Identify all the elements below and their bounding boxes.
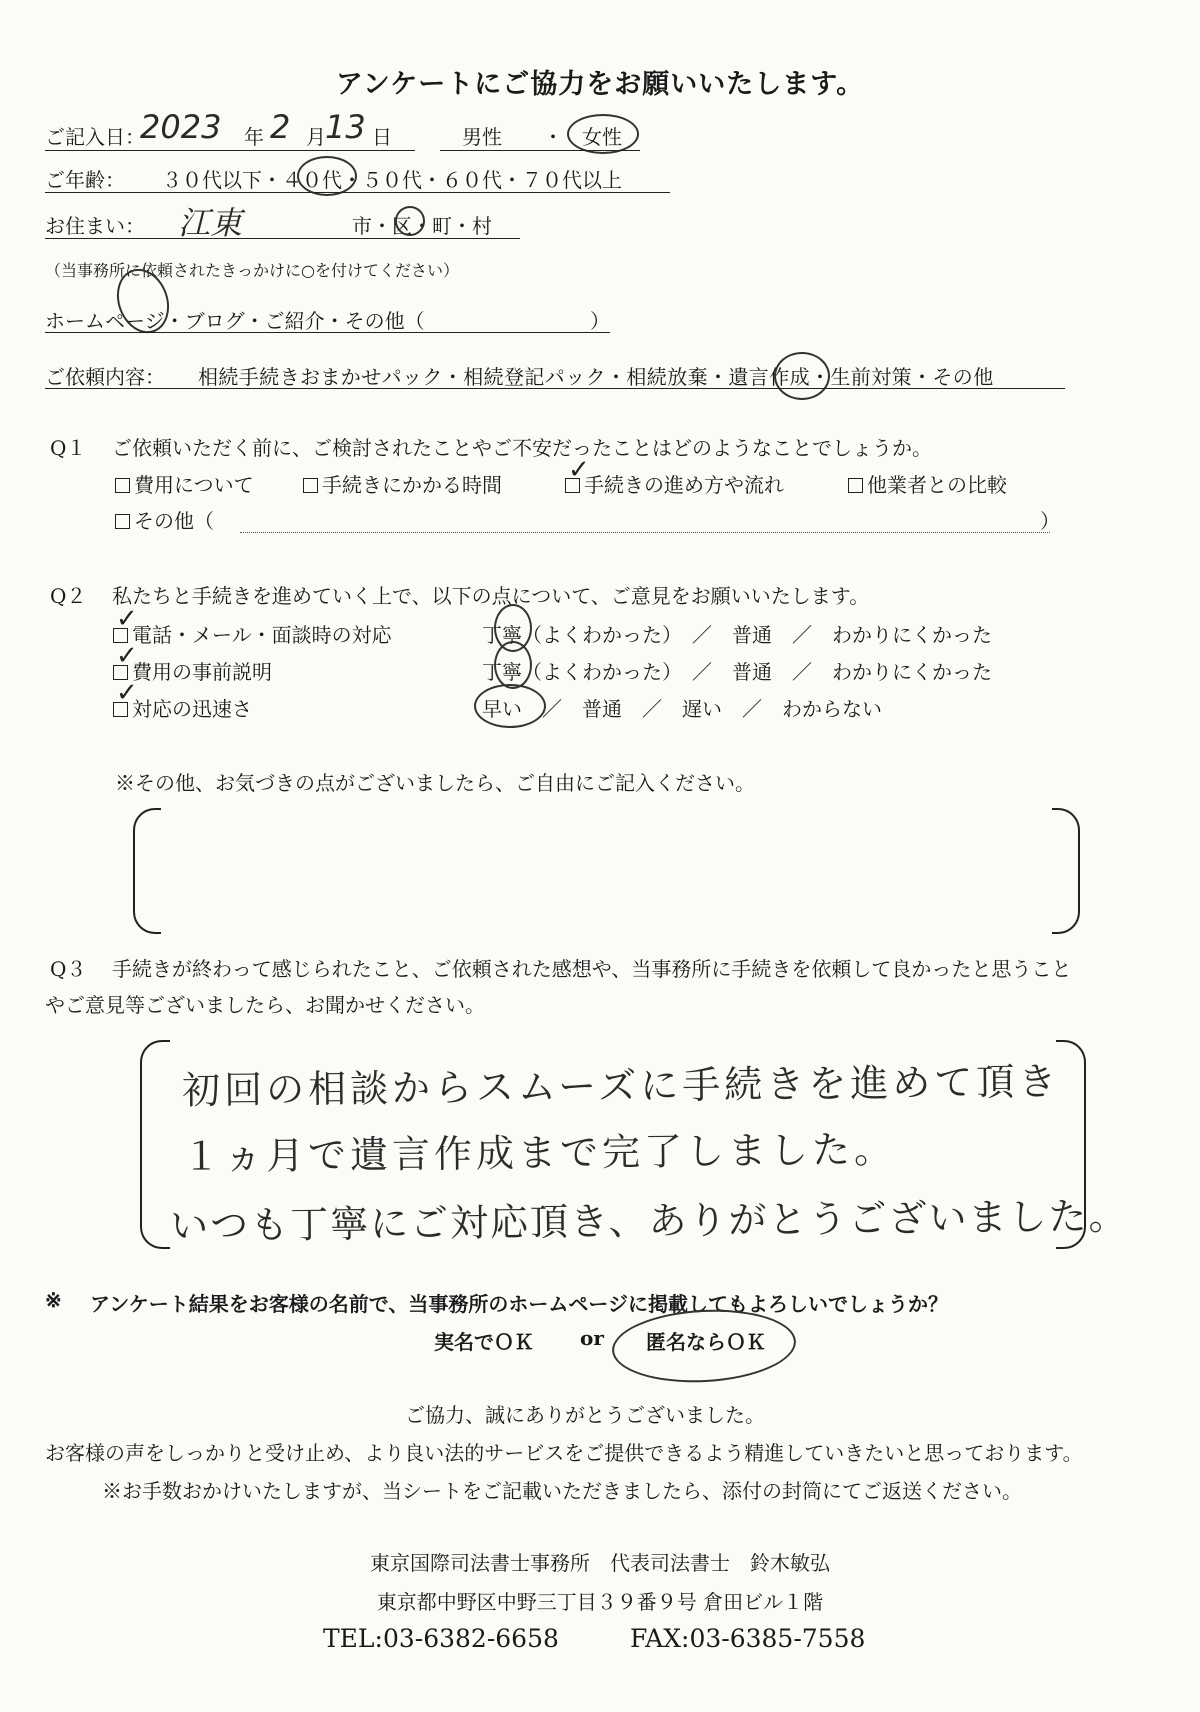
request-options: 相続手続きおまかせパック・相続登記パック・相続放棄・遺言作成・生前対策・その他	[198, 365, 994, 389]
gender-female: 女性	[582, 125, 622, 149]
date-day-value: 13	[325, 108, 366, 146]
q1-label: Q１	[50, 436, 87, 460]
trigger-underline	[45, 332, 610, 333]
checkmark-icon: ✓	[568, 455, 590, 485]
office-tel: TEL:03-6382-6658	[323, 1624, 559, 1653]
date-year-value: 2023	[140, 108, 222, 146]
q1-option-compare[interactable]: 他業者との比較	[848, 469, 1007, 498]
date-day-unit: 日	[372, 125, 392, 149]
checkbox-icon	[303, 478, 318, 493]
date-month-unit: 月	[306, 125, 326, 149]
checkbox-icon	[115, 514, 130, 529]
q2-label: Q２	[50, 584, 87, 608]
date-label: ご記入日：	[45, 125, 145, 149]
checkbox-icon	[848, 478, 863, 493]
address-handwritten: 江東	[178, 204, 243, 242]
gender-separator: ・	[543, 125, 563, 149]
publish-mark: ※	[45, 1288, 62, 1312]
q1-option-other[interactable]: その他（	[115, 505, 214, 534]
survey-title: アンケートにご協力をお願いいたします。	[335, 69, 865, 100]
ward-circle	[395, 206, 425, 236]
age-40s-circle	[297, 156, 357, 196]
return-note: ※お手数おかけいたしますが、当シートをご記載いただきましたら、添付の封筒にてご返送ください。	[102, 1479, 1022, 1503]
checkmark-icon: ✓	[116, 604, 138, 634]
q3-label: Q３	[50, 957, 87, 981]
answer-box-left-bracket	[140, 1040, 170, 1249]
request-underline	[45, 388, 1065, 389]
q2-scale-speed: 早い ／ 普通 ／ 遅い ／ わからない	[482, 697, 882, 721]
anonymous-selected-circle	[610, 1305, 798, 1387]
q2-question: 私たちと手続きを進めていく上で、以下の点について、ご意見をお願いいたします。	[112, 584, 870, 608]
publish-question: アンケート結果をお客様の名前で、当事務所のホームページに掲載してもよろしいでしょうか？	[90, 1292, 948, 1316]
publish-option-anonymous[interactable]: 匿名ならＯＫ	[646, 1330, 766, 1354]
answer-line-1: 初回の相談からスムーズに手続きを進めて頂き	[181, 1059, 1061, 1113]
age-label: ご年齢：	[45, 168, 125, 192]
checkmark-icon: ✓	[116, 678, 138, 708]
publish-or: or	[580, 1326, 604, 1350]
date-month-value: 2	[270, 108, 291, 146]
address-units: 市・区・町・村	[352, 214, 492, 238]
q3-question-line2: やご意見等ございましたら、お聞かせください。	[45, 993, 485, 1017]
age-options: ３０代以下・４０代・５０代・６０代・７０代以上	[162, 168, 622, 192]
gender-male: 男性	[462, 125, 502, 149]
age-underline	[45, 192, 670, 193]
address-label: お住まい：	[45, 214, 145, 238]
closing-message: お客様の声をしっかりと受け止め、より良い法的サービスをご提供できるよう精進していきたいと思っております。	[45, 1441, 1083, 1465]
q2-scale-fee: 丁寧（よくわかった） ／ 普通 ／ わかりにくかった	[482, 660, 992, 684]
answer-line-3: いつも丁寧にご対応頂き、ありがとうございました。	[169, 1193, 1129, 1249]
office-address: 東京都中野区中野三丁目３９番９号 倉田ビル１階	[376, 1590, 824, 1614]
trigger-close: ）	[590, 309, 610, 333]
q2-item-fee[interactable]: 費用の事前説明	[113, 656, 272, 685]
q1-question: ご依頼いただく前に、ご検討されたことやご不安だったことはどのようなことでしょうか。	[112, 436, 932, 460]
request-label: ご依頼内容：	[45, 365, 165, 389]
q2-free-prompt: ※その他、お気づきの点がございましたら、ご自由にご記入ください。	[115, 771, 755, 795]
q1-option-process[interactable]: 手続きの進め方や流れ	[565, 469, 784, 498]
fast-circle	[474, 684, 546, 728]
q1-option-time[interactable]: 手続きにかかる時間	[303, 469, 502, 498]
date-year-unit: 年	[244, 125, 264, 149]
address-underline	[45, 238, 520, 239]
q1-other-close: ）	[1040, 509, 1060, 533]
will-creation-circle	[774, 352, 830, 400]
office-name: 東京国際司法書士事務所 代表司法書士 鈴木敏弘	[370, 1551, 830, 1575]
publish-option-real-name[interactable]: 実名でＯＫ	[434, 1330, 534, 1354]
checkmark-icon: ✓	[116, 641, 138, 671]
gender-underline	[440, 150, 640, 151]
q1-option-cost[interactable]: 費用について	[115, 469, 254, 498]
closing-thanks: ご協力、誠にありがとうございました。	[405, 1403, 765, 1427]
free-box-left-bracket	[133, 808, 161, 934]
office-fax: FAX:03-6385-7558	[630, 1624, 866, 1653]
trigger-note: （当事務所に依頼されたきっかけに○を付けてください）	[45, 261, 459, 280]
trigger-options: ホームページ・ブログ・ご紹介・その他（	[45, 309, 425, 333]
q2-item-contact[interactable]: 電話・メール・面談時の対応	[113, 619, 392, 648]
q2-scale-contact: 丁寧（よくわかった） ／ 普通 ／ わかりにくかった	[482, 623, 992, 647]
date-underline	[45, 150, 415, 151]
q1-other-line	[240, 532, 1050, 533]
answer-line-2: １ヵ月で遺言作成まで完了しました。	[181, 1127, 897, 1179]
female-selected-circle	[567, 114, 639, 154]
polite-circle-2	[494, 641, 532, 689]
free-box-right-bracket	[1052, 808, 1080, 934]
q2-item-speed[interactable]: 対応の迅速さ	[113, 693, 252, 722]
checkbox-icon	[115, 478, 130, 493]
q3-question-line1: 手続きが終わって感じられたこと、ご依頼された感想や、当事務所に手続きを依頼して良かったと思うこと	[112, 957, 1072, 981]
